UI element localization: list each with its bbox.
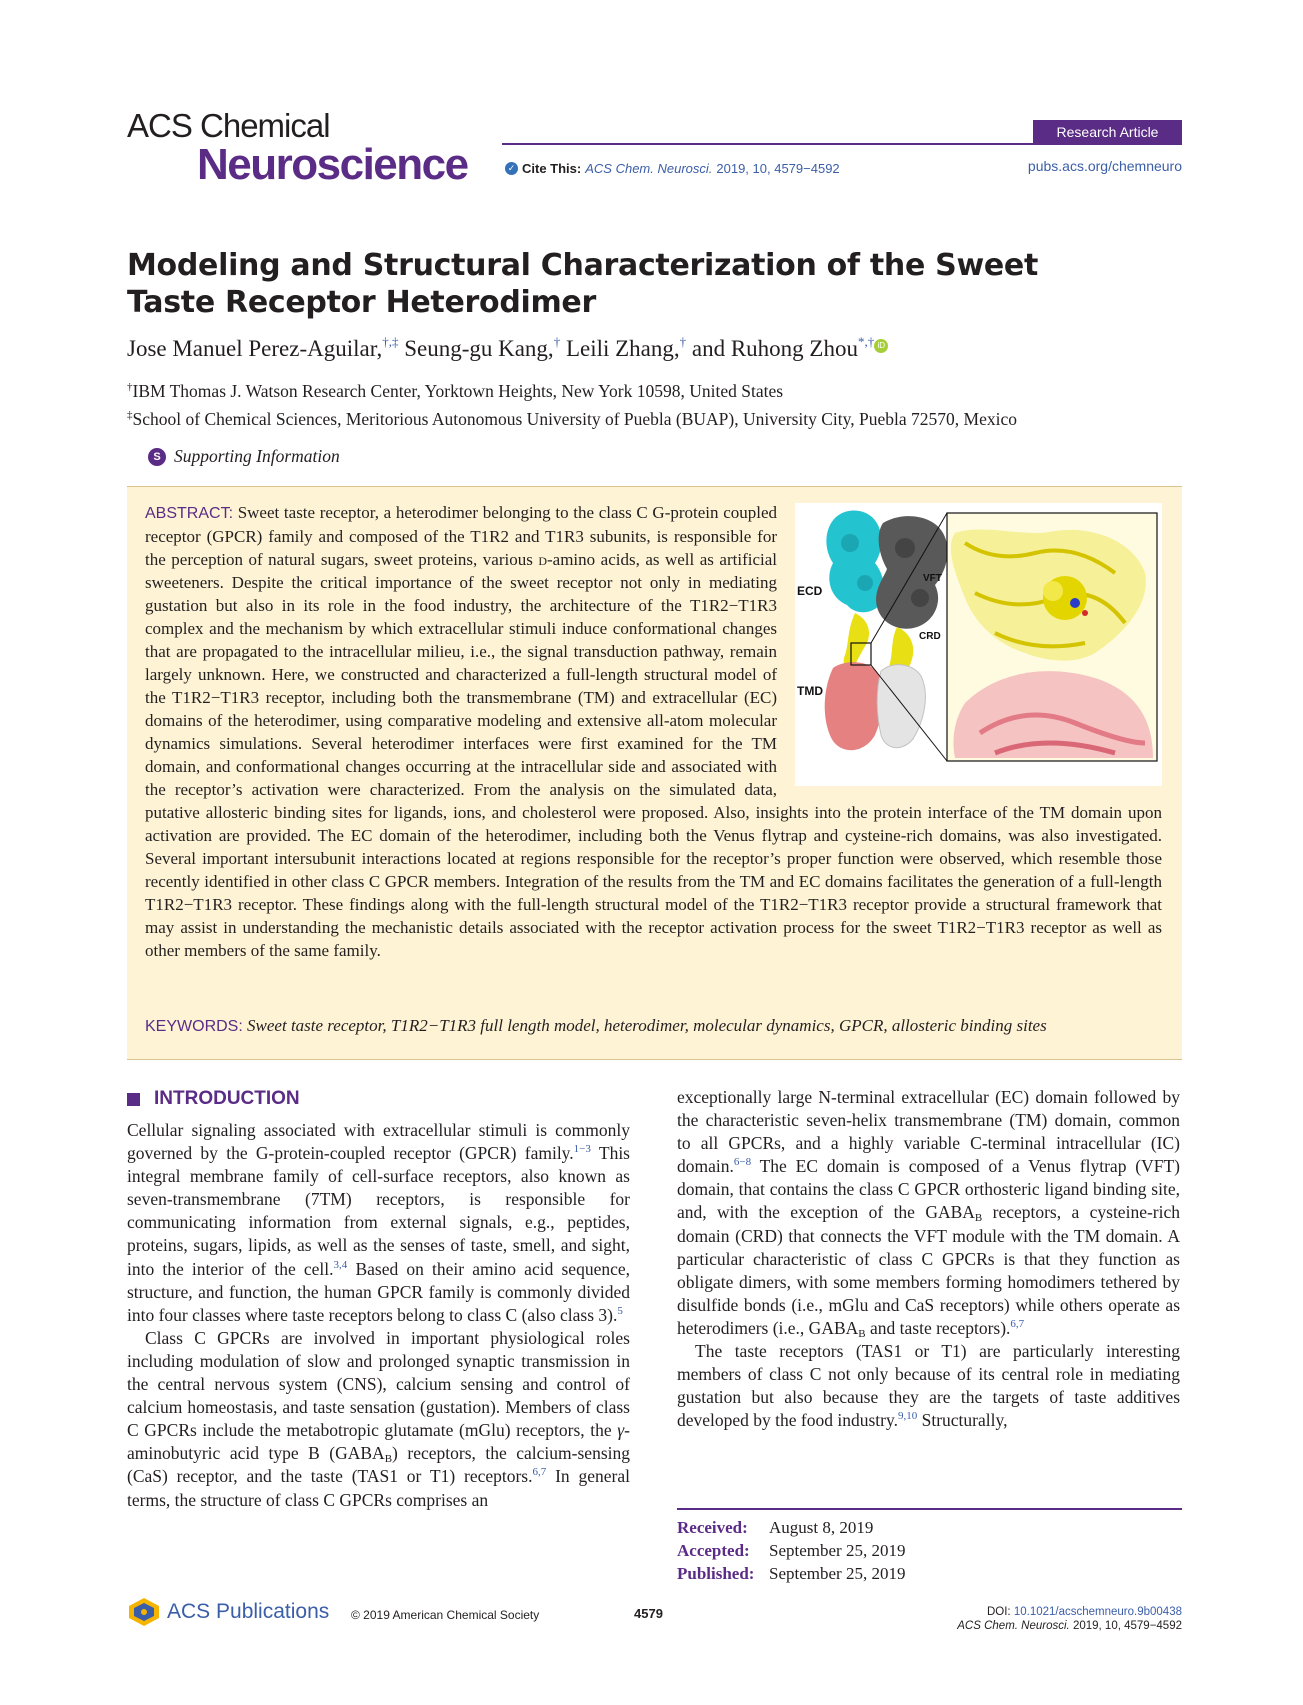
- footer-journal: ACS Chem. Neurosci.: [957, 1620, 1070, 1632]
- figure-label-crd: CRD: [919, 631, 941, 642]
- text-span: and taste receptors).: [865, 1317, 1011, 1338]
- citation-link[interactable]: 6−8: [733, 1156, 752, 1169]
- text-span: The EC domain is composed of a Venus flytrap (VFT) domain, that contains the class C GPCR orthosteric ligand binding site, and, with the exception of the GABA: [677, 1156, 1180, 1223]
- author-affil-mark[interactable]: †: [679, 334, 687, 349]
- affiliation: [127, 409, 1017, 430]
- article-title: Modeling and Structural Characterization of the Sweet Taste Receptor Heterodimer: [127, 248, 1038, 320]
- supporting-information-link[interactable]: [148, 446, 340, 467]
- copyright-text: © 2019 American Chemical Society: [351, 1608, 540, 1622]
- abstract-text: [145, 501, 1162, 962]
- affiliation-mark: ‡: [127, 409, 133, 421]
- author-name[interactable]: Leili Zhang,: [565, 336, 680, 361]
- acs-publications-logo[interactable]: [127, 1597, 329, 1627]
- citation-link[interactable]: 3,4: [333, 1258, 348, 1271]
- logo-line1: ACS Chemical: [127, 107, 330, 144]
- keywords: [145, 1016, 1162, 1036]
- author-name[interactable]: Seung-gu Kang,: [404, 336, 554, 361]
- logo-line2: Neuroscience: [197, 140, 468, 189]
- citation-link[interactable]: 9,10: [897, 1410, 918, 1423]
- keywords-label: KEYWORDS:: [145, 1018, 243, 1035]
- subscript: B: [974, 1212, 983, 1225]
- figure-label-vft: VFT: [923, 573, 942, 584]
- doi-block: [957, 1605, 1182, 1633]
- check-icon: ✓: [505, 162, 518, 175]
- affiliation: [127, 381, 783, 402]
- date-label: Published:: [677, 1564, 755, 1583]
- author-affil-mark[interactable]: †,‡: [382, 334, 399, 349]
- text-span: This integral membrane family of cell-surface receptors, also known as seven-transmembrane (7TM) receptors, is responsible for communicating information from external signals, e.g., peptides, proteins, sugars, lipids, as well as the senses of taste, smell, and sight, into the interior of the cell.: [127, 1143, 630, 1279]
- figure-label-ecd: ECD: [797, 584, 823, 598]
- affiliation-text: IBM Thomas J. Watson Research Center, Yorktown Heights, New York 10598, United States: [132, 381, 784, 401]
- text-span: ) receptors, the calcium-sensing (CaS) receptor, and the taste (TAS1 or T1) receptors.: [127, 1443, 630, 1487]
- doi-label: DOI:: [986, 1606, 1011, 1618]
- orcid-icon[interactable]: iD: [874, 339, 888, 353]
- author-list: [127, 334, 888, 362]
- figure-label-tmd: TMD: [797, 684, 823, 698]
- paragraph: [677, 1086, 1180, 1340]
- date-row: [677, 1516, 905, 1539]
- introduction-heading: [127, 1088, 300, 1110]
- doi-link[interactable]: 10.1021/acschemneuro.9b00438: [1013, 1606, 1182, 1618]
- subscript: B: [858, 1327, 866, 1340]
- section-bullet-icon: [127, 1093, 140, 1106]
- paragraph: [677, 1340, 1180, 1432]
- abstract-d-prefix: d: [538, 550, 547, 569]
- citation-link[interactable]: 6,7: [532, 1466, 547, 1479]
- text-span: The taste receptors (TAS1 or T1) are particularly interesting members of class C not only because of its central role in mediating gustation but also because they are the targets of taste additives developed by the food industry.: [677, 1341, 1180, 1431]
- text-span: Class C GPCRs are involved in important physiological roles including modulation of slow and prolonged synaptic transmission in the central nervous system (CNS), calcium sensing and control of calcium homeostasis, and taste sensation (gustation). Members of class C GPCRs include the metabotropic glutamate (mGlu) receptors, the: [127, 1327, 630, 1441]
- author-name[interactable]: and Ruhong Zhou: [691, 336, 858, 361]
- abstract-body-a: Sweet taste receptor, a heterodimer belonging to the class C G-protein coupled receptor (GPCR) family and composed of the T1R2 and T1R3 subunits, is responsible for the perception of natural sugars, sweet proteins, various: [145, 503, 778, 569]
- abstract-body-b: -amino acids, as well as artificial sweeteners. Despite the critical importance of the sweet receptor not only in mediating gustation but also in its role in the food industry, the architecture of the T1R2−T1R3 complex and the mechanism by which extracellular stimuli induce conformational changes that are propagated to the intracellular milieu, i.e., the signal transduction pathway, remain largely unknown. Here, we constructed and characterized a full-length structural model of the T1R2−T1R3 receptor, including both the transmembrane (TM) and extracellular (EC) domains of the heterodimer, using comparative modeling and extensive all-atom molecular dynamics simulations. Several heterodimer interfaces were first examined for the TM domain, and conformational changes occurring at the intracellular side and associated with the receptor’s activation were characterized. From the analysis on the simulated data, putative allosteric binding sites for ligands, ions, and cholesterol were proposed. Also, insights into the protein interface of the TM domain upon activation are provided. The EC domain of the heterodimer, including both the Venus flytrap and cysteine-rich domains, was also investigated. Several important intersubunit interactions located at regions responsible for the receptor’s proper function were observed, which resemble those recently identified in other class C GPCR members. Integration of the results from the TM and EC domains facilitates the generation of a full-length T1R2−T1R3 receptor. These findings along with the full-length structural model of the T1R2−T1R3 receptor provide a structural framework that may assist in understanding the mechanistic details associated with the receptor activation process for the sweet T1R2−T1R3 receptor as well as other members of the same family.: [145, 550, 1162, 960]
- abstract-label: ABSTRACT:: [145, 505, 234, 522]
- right-column: [677, 1086, 1180, 1432]
- author-name[interactable]: Jose Manuel Perez-Aguilar,: [127, 336, 383, 361]
- introduction-heading-text: INTRODUCTION: [154, 1088, 300, 1109]
- page-number: 4579: [634, 1606, 663, 1621]
- supporting-info-icon: S: [148, 448, 166, 466]
- subscript: B: [384, 1453, 393, 1466]
- text-span: Based on their amino acid sequence, structure, and function, the human GPCR family is commonly divided into four classes where taste receptors belong to class C (also class 3).: [127, 1258, 630, 1325]
- text-span: receptors, a cysteine-rich domain (CRD) that connects the VFT module with the TM domain. A particular characteristic of class C GPCRs is that they function as obligate dimers, with some members forming homodimers tethered by disulfide bonds (i.e., mGlu and CaS receptors) while others operate as heterodimers (i.e., GABA: [677, 1202, 1180, 1338]
- date-row: [677, 1539, 905, 1562]
- abstract-box: [127, 486, 1182, 1060]
- text-span: In general terms, the structure of class C GPCRs comprises an: [127, 1466, 630, 1510]
- text-span: -aminobutyric acid type B (GABA: [127, 1420, 630, 1464]
- cite-label: Cite This:: [522, 161, 582, 176]
- text-span: Structurally,: [917, 1410, 1008, 1431]
- footer-journal-details: 2019, 10, 4579−4592: [1072, 1620, 1182, 1632]
- publication-dates: [677, 1516, 905, 1585]
- gamma-symbol: γ: [617, 1420, 625, 1441]
- affiliation-text: School of Chemical Sciences, Meritorious Autonomous University of Puebla (BUAP), University City, Puebla 72570, Mexico: [132, 409, 1017, 429]
- article-type-badge: Research Article: [1033, 120, 1182, 144]
- date-value: August 8, 2019: [769, 1518, 874, 1537]
- paragraph: [127, 1327, 630, 1512]
- date-value: September 25, 2019: [769, 1564, 906, 1583]
- affiliation-mark: †: [127, 381, 133, 393]
- date-row: [677, 1562, 905, 1585]
- citation-link[interactable]: 1−3: [573, 1143, 591, 1156]
- date-label: Accepted:: [677, 1541, 750, 1560]
- keywords-text: Sweet taste receptor, T1R2−T1R3 full length model, heterodimer, molecular dynamics, GPCR, allosteric binding sites: [247, 1016, 1047, 1035]
- receptor-structure-image: [795, 503, 1162, 786]
- text-span: Cellular signaling associated with extracellular stimuli is commonly governed by the G-protein-coupled receptor (GPCR) family.: [127, 1120, 630, 1164]
- left-column: [127, 1119, 630, 1512]
- journal-logo: [127, 107, 507, 189]
- date-value: September 25, 2019: [769, 1541, 906, 1560]
- abstract-graphic: [795, 503, 1162, 786]
- text-span: exceptionally large N-terminal extracellular (EC) domain followed by the characteristic seven-helix transmembrane (TM) domain, common to all GPCRs, and a highly variable C-terminal intracellular (IC) domain.: [677, 1087, 1180, 1177]
- author-affil-mark[interactable]: *,†: [857, 334, 875, 349]
- publisher-name[interactable]: ACS Publications: [167, 1600, 330, 1623]
- cite-journal[interactable]: ACS Chem. Neurosci.: [585, 161, 713, 176]
- author-affil-mark[interactable]: †: [553, 334, 561, 349]
- date-label: Received:: [677, 1518, 748, 1537]
- citation-link[interactable]: 5: [617, 1304, 623, 1317]
- cite-this-row[interactable]: [505, 161, 840, 176]
- paragraph: [127, 1119, 630, 1327]
- cite-details[interactable]: 2019, 10, 4579−4592: [716, 161, 840, 176]
- journal-url-link[interactable]: pubs.acs.org/chemneuro: [1027, 158, 1182, 174]
- citation-link[interactable]: 6,7: [1010, 1317, 1025, 1330]
- dates-rule: [677, 1508, 1182, 1510]
- acs-hexagon-icon: [127, 1597, 161, 1627]
- supporting-info-label[interactable]: Supporting Information: [174, 446, 340, 466]
